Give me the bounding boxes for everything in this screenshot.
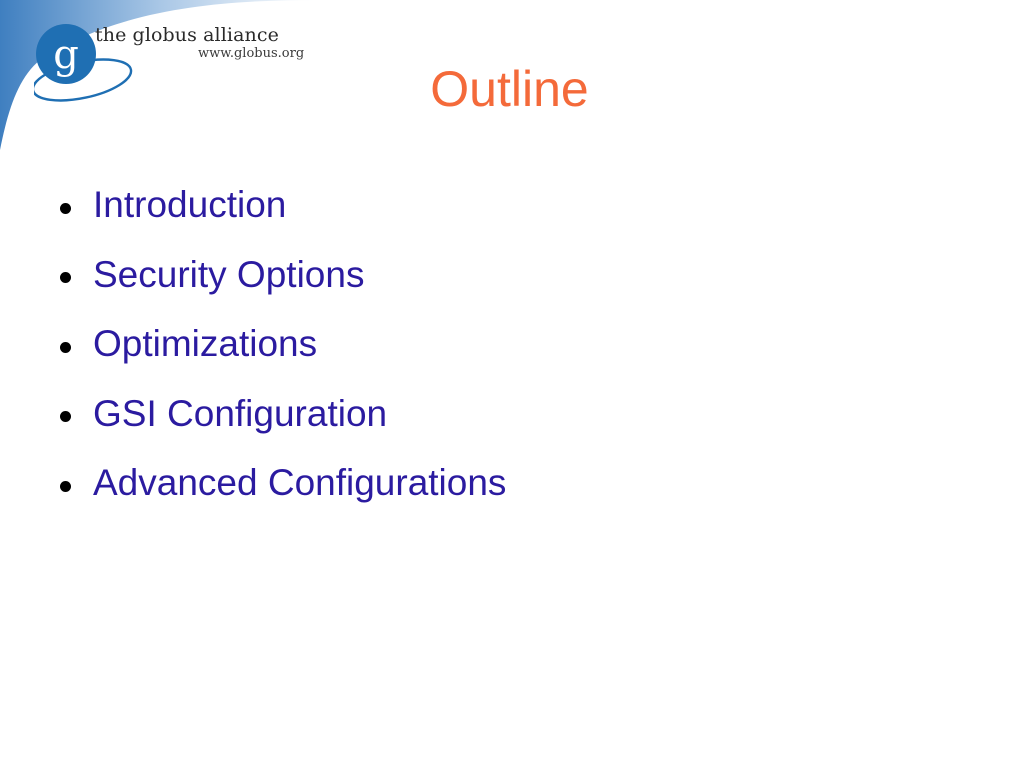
bullet-item bbox=[60, 459, 506, 507]
bullet-item bbox=[60, 390, 506, 438]
brand-name: the globus alliance bbox=[95, 24, 279, 46]
bullet-dot-icon bbox=[60, 342, 71, 353]
bullet-dot-icon bbox=[60, 411, 71, 422]
bullet-item bbox=[60, 181, 506, 229]
slide-title bbox=[0, 62, 1023, 117]
bullet-item bbox=[60, 251, 506, 299]
slide-title-text: Outline bbox=[430, 61, 589, 117]
bullet-dot-icon bbox=[60, 272, 71, 283]
bullet-dot-icon bbox=[60, 481, 71, 492]
bullet-text: GSI Configuration bbox=[93, 392, 388, 434]
bullet-text: Security Options bbox=[93, 253, 365, 295]
bullet-text: Optimizations bbox=[93, 323, 318, 364]
bullet-text: Introduction bbox=[93, 184, 287, 225]
logo-letter: g bbox=[53, 32, 79, 78]
brand-url: www.globus.org bbox=[198, 46, 305, 61]
bullet-text: Advanced Configurations bbox=[93, 462, 507, 503]
bullet-list bbox=[60, 181, 506, 529]
bullet-item bbox=[60, 320, 506, 368]
bullet-dot-icon bbox=[60, 203, 71, 214]
